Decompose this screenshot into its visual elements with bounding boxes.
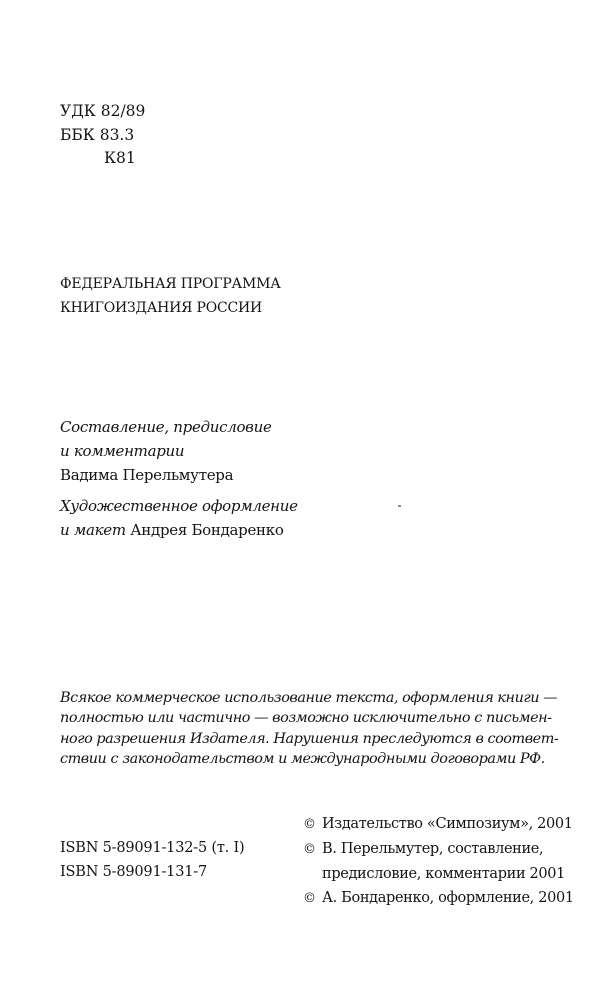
isbn-line: ISBN 5-89091-131-7 bbox=[60, 864, 207, 880]
program-line: ФЕДЕРАЛЬНАЯ ПРОГРАММА bbox=[60, 276, 281, 292]
isbn-line: ISBN 5-89091-132-5 (т. I) bbox=[60, 840, 245, 856]
design-credit bbox=[60, 494, 298, 542]
copyright-icon: © bbox=[303, 891, 316, 906]
print-speck bbox=[398, 505, 401, 507]
compilation-role: Составление, предисловие bbox=[60, 418, 272, 436]
classification-codes bbox=[60, 100, 145, 171]
isbn-block bbox=[60, 836, 244, 884]
notice-line: Всякое коммерческое использование текста, оформления книги — bbox=[60, 690, 558, 706]
copyright-entry: © Издательство «Симпозиум», 2001 bbox=[303, 812, 574, 837]
author-mark: К81 bbox=[104, 149, 136, 167]
notice-line: полностью или частично — возможно исключительно с письмен- bbox=[60, 710, 552, 727]
compilation-credit bbox=[60, 415, 298, 487]
credits bbox=[60, 415, 298, 542]
designer-name: Андрея Бондаренко bbox=[130, 521, 284, 539]
copyright-entry: © В. Перельмутер, составление, bbox=[303, 837, 574, 862]
copyright-notice bbox=[60, 688, 559, 769]
compilation-role: и комментарии bbox=[60, 442, 185, 460]
design-role-line bbox=[60, 518, 298, 542]
copyright-icon: © bbox=[303, 842, 316, 857]
copyright-entry: © А. Бондаренко, оформление, 2001 bbox=[303, 886, 574, 911]
notice-line: ного разрешения Издателя. Нарушения преследуются в соответ- bbox=[60, 730, 559, 747]
copyright-entry-continued: предисловие, комментарии 2001 bbox=[322, 866, 566, 882]
program-line: КНИГОИЗДАНИЯ РОССИИ bbox=[60, 300, 263, 316]
compiler-name: Вадима Перельмутера bbox=[60, 466, 234, 484]
notice-line: ствии с законодательством и международными договорами РФ. bbox=[60, 750, 545, 767]
copyright-icon: © bbox=[303, 817, 316, 832]
design-role: Художественное оформление bbox=[60, 497, 298, 515]
federal-program-label bbox=[60, 272, 281, 320]
bbk-code: ББК 83.3 bbox=[60, 125, 135, 144]
udk-code: УДК 82/89 bbox=[60, 102, 146, 120]
copyright-block bbox=[303, 812, 574, 911]
design-role: и макет bbox=[60, 521, 126, 539]
